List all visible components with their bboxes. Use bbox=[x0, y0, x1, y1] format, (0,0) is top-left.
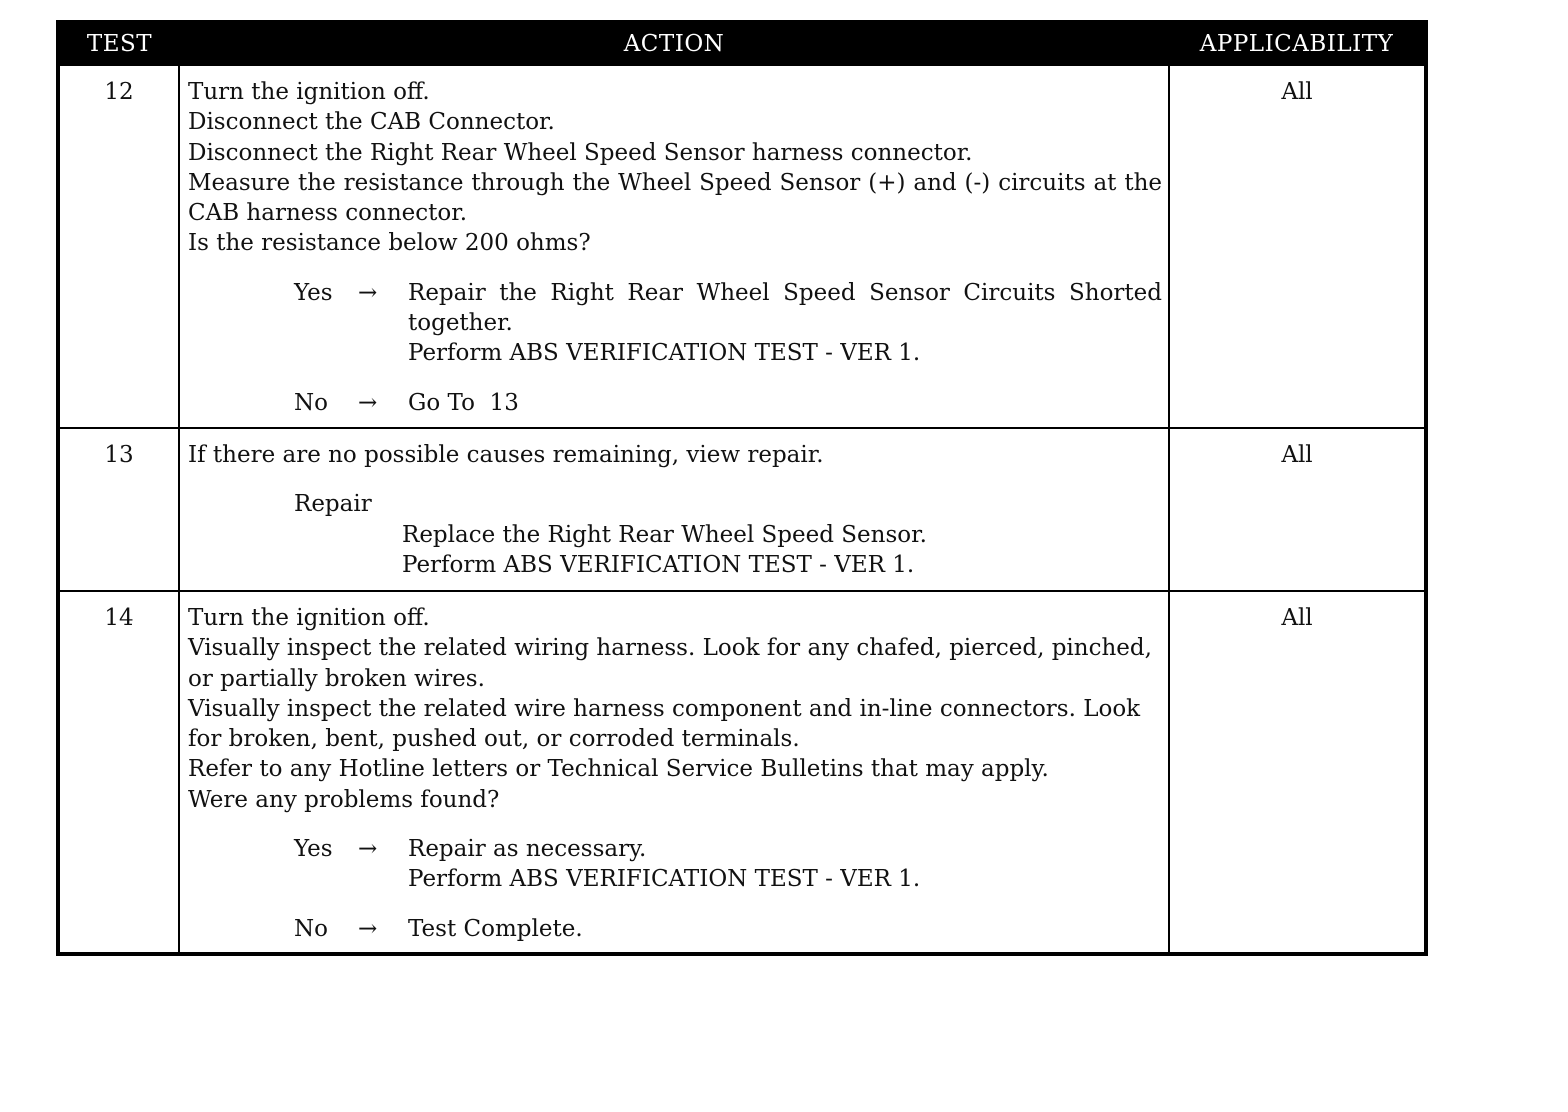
yes-actions bbox=[408, 278, 1162, 369]
diagnostic-test-table bbox=[56, 20, 1428, 956]
yes-label: Yes bbox=[294, 836, 333, 863]
action-step: Refer to any Hotline letters or Technical Service Bulletins that may apply. bbox=[188, 756, 1049, 783]
repair-action: Perform ABS VERIFICATION TEST - VER 1. bbox=[402, 551, 915, 578]
action-step: Visually inspect the related wiring harness. Look for any chafed, pierced, pinched, or partially broken wires. bbox=[188, 635, 1152, 692]
no-label: No bbox=[294, 915, 328, 942]
no-result bbox=[188, 388, 1162, 418]
header-action: ACTION bbox=[179, 22, 1169, 65]
table-header-row bbox=[58, 22, 1426, 65]
action-step: Is the resistance below 200 ohms? bbox=[188, 230, 591, 257]
yes-action: Repair the Right Rear Wheel Speed Sensor Circuits Shorted together. bbox=[408, 279, 1162, 337]
arrow-icon: → bbox=[358, 915, 378, 942]
no-actions bbox=[408, 914, 1162, 944]
action-step: Visually inspect the related wire harness component and in-line connectors. Look for broken, bent, pushed out, or corroded terminals. bbox=[188, 695, 1141, 753]
arrow-icon: → bbox=[358, 389, 378, 416]
action-step: Disconnect the CAB Connector. bbox=[188, 109, 555, 136]
yes-result bbox=[188, 834, 1162, 895]
header-test: TEST bbox=[58, 22, 179, 65]
yes-actions bbox=[408, 834, 1162, 895]
action-step: If there are no possible causes remaining, view repair. bbox=[188, 442, 824, 468]
test-number: 13 bbox=[58, 428, 179, 591]
no-label: No bbox=[294, 389, 328, 416]
action-step: Turn the ignition off. bbox=[188, 79, 430, 105]
action-cell bbox=[179, 65, 1169, 428]
arrow-icon: → bbox=[358, 836, 378, 863]
action-cell bbox=[179, 428, 1169, 591]
table-row bbox=[58, 428, 1426, 591]
yes-label: Yes bbox=[294, 279, 333, 306]
yes-action: Repair as necessary. bbox=[408, 836, 647, 863]
applicability: All bbox=[1169, 591, 1426, 954]
header-applicability: APPLICABILITY bbox=[1169, 22, 1426, 65]
action-step: Turn the ignition off. bbox=[188, 605, 430, 631]
arrow-icon: → bbox=[358, 279, 378, 306]
yes-action: Perform ABS VERIFICATION TEST - VER 1. bbox=[408, 340, 921, 367]
applicability: All bbox=[1169, 428, 1426, 591]
repair-label: Repair bbox=[294, 491, 372, 518]
table-row bbox=[58, 591, 1426, 954]
table-row bbox=[58, 65, 1426, 428]
repair-actions bbox=[402, 520, 1162, 581]
applicability: All bbox=[1169, 65, 1426, 428]
test-number: 14 bbox=[58, 591, 179, 954]
action-step: Were any problems found? bbox=[188, 786, 500, 813]
no-actions bbox=[408, 388, 1162, 418]
repair-action: Replace the Right Rear Wheel Speed Sensor. bbox=[402, 521, 927, 548]
no-action: Go To 13 bbox=[408, 389, 519, 416]
no-result bbox=[188, 914, 1162, 944]
action-step: Measure the resistance through the Wheel Speed Sensor (+) and (-) circuits at the CAB harness connector. bbox=[188, 169, 1162, 227]
no-action: Test Complete. bbox=[408, 915, 583, 942]
yes-action: Perform ABS VERIFICATION TEST - VER 1. bbox=[408, 866, 921, 893]
test-number: 12 bbox=[58, 65, 179, 428]
yes-result bbox=[188, 278, 1162, 369]
action-step: Disconnect the Right Rear Wheel Speed Sensor harness connector. bbox=[188, 139, 973, 166]
action-cell bbox=[179, 591, 1169, 954]
